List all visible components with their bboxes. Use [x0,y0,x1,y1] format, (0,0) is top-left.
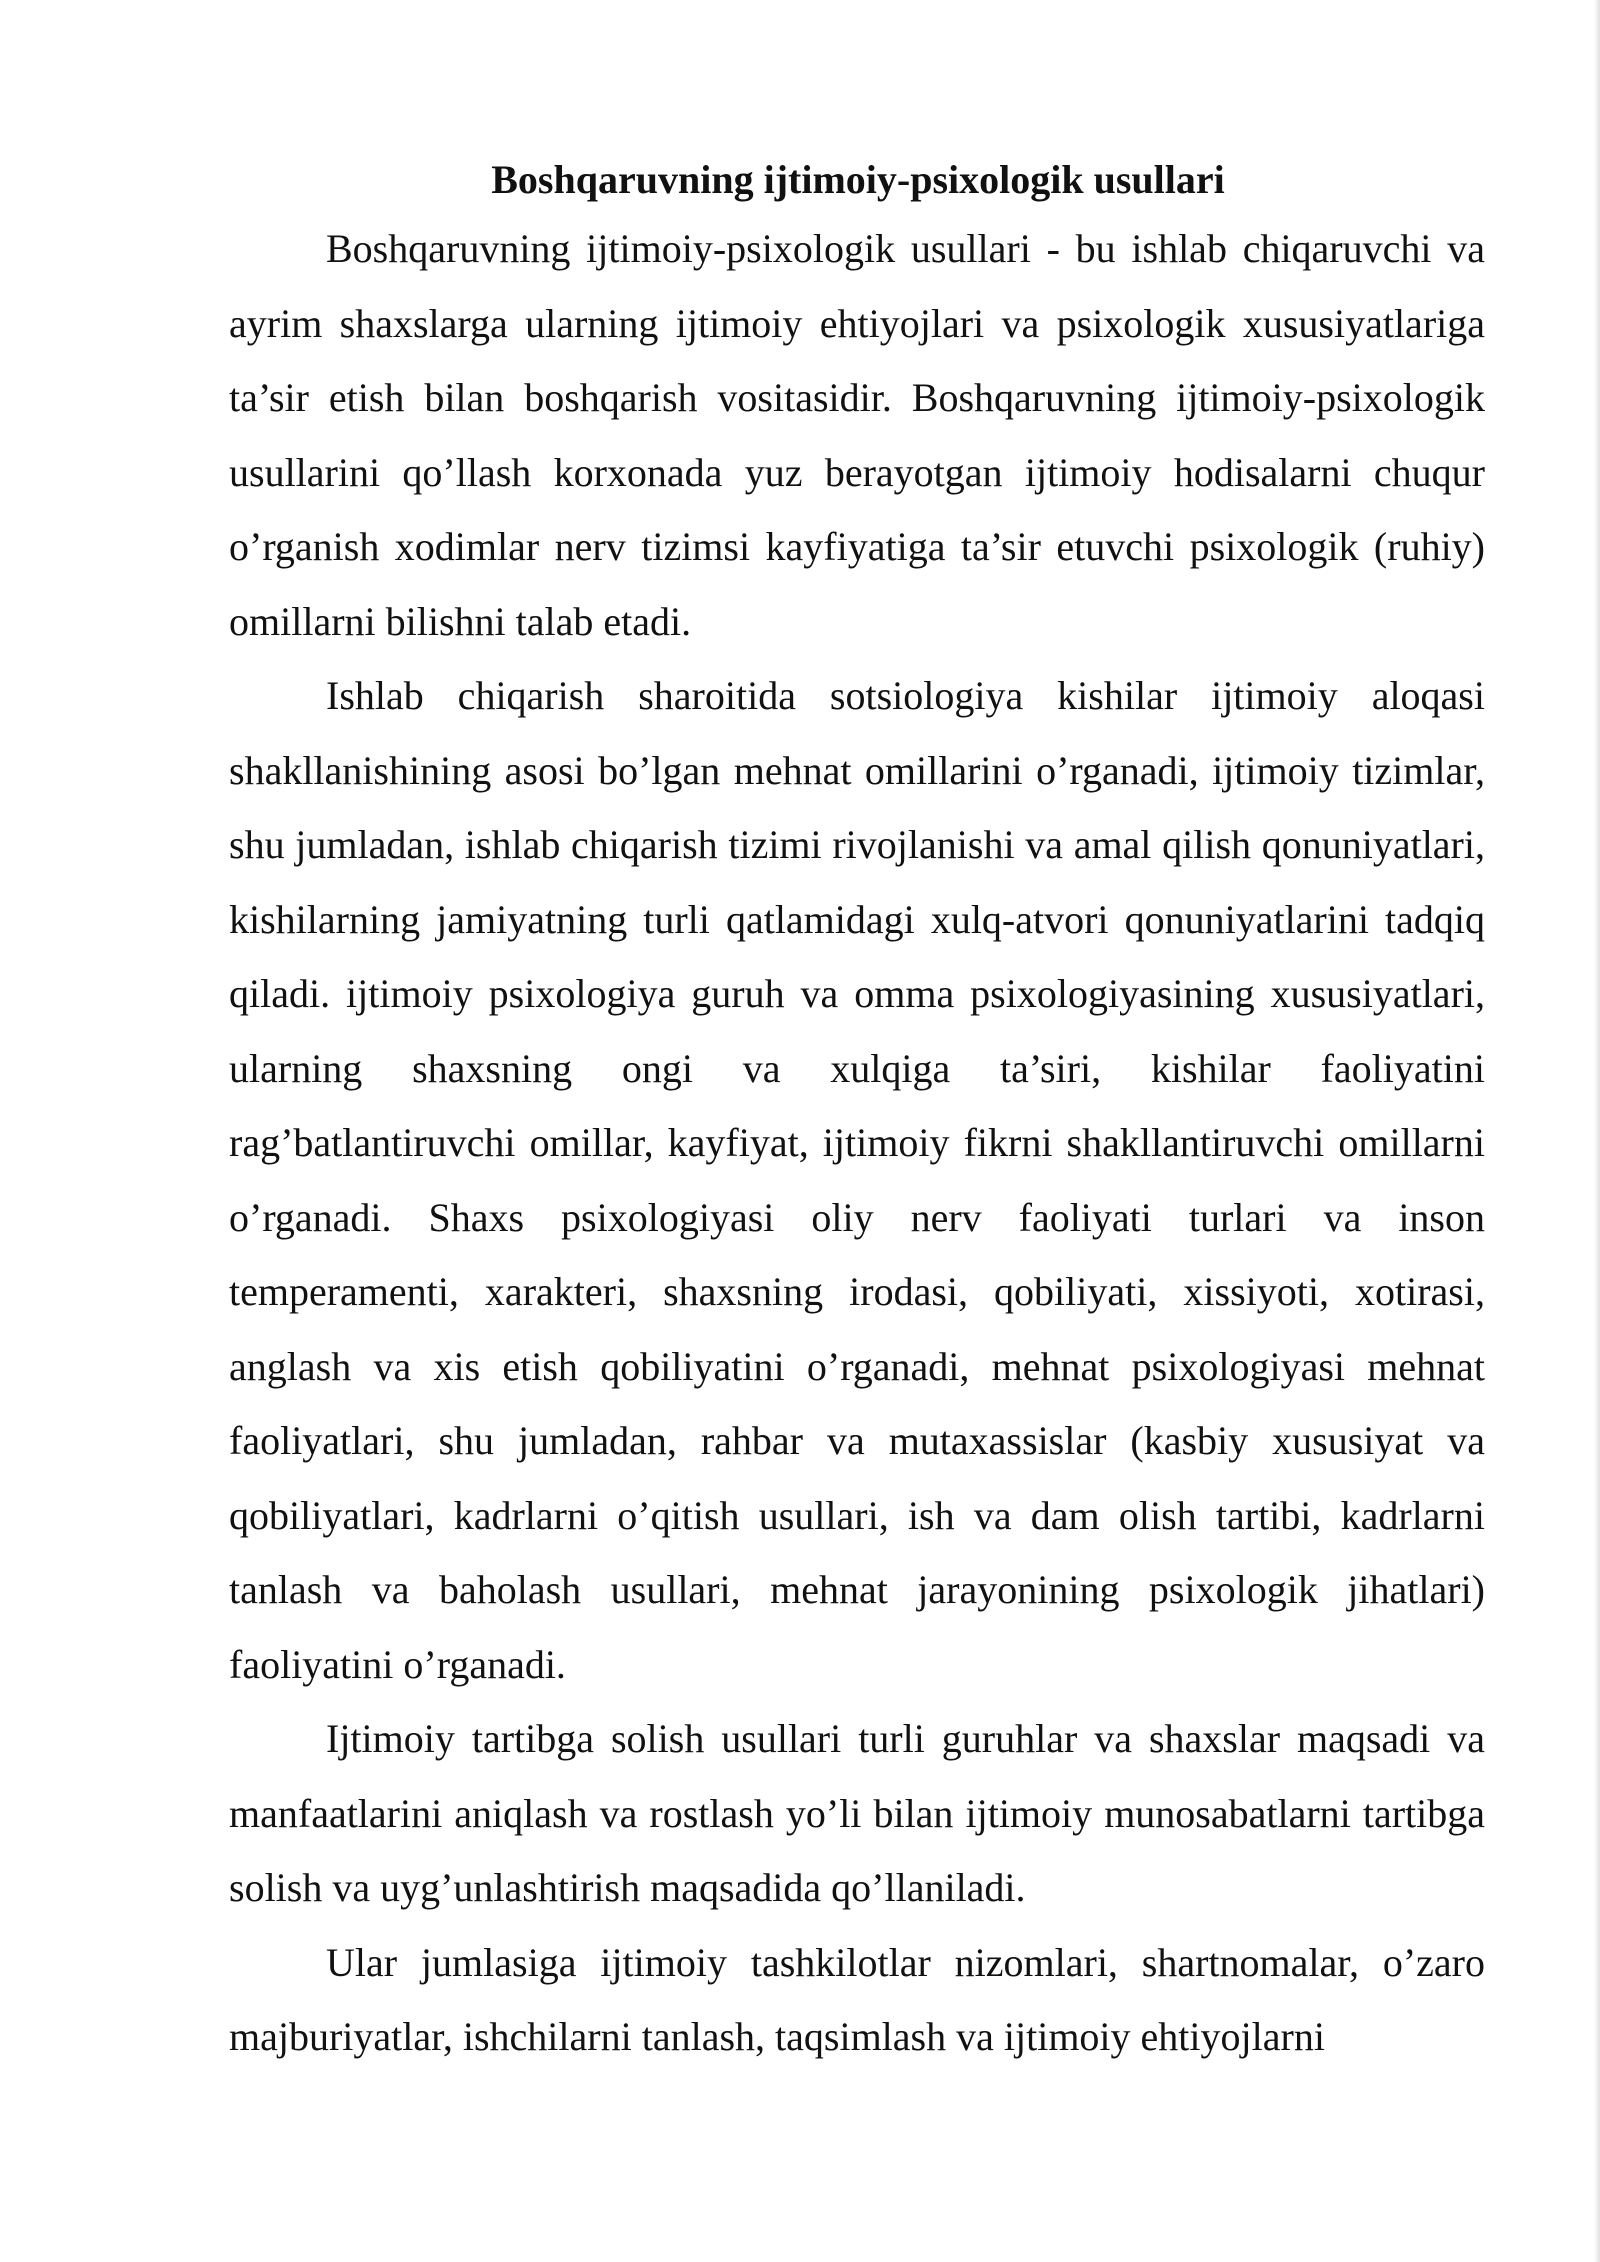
paragraph-3: Ijtimoiy tartibga solish usullari turli guruhlar va shaxslar maqsadi va manfaatlarini aniqlash va rostlash yo’li bilan ijtimoiy munosabatlarni tartibga solish va uyg’unlashtirish maqsadida qo’llaniladi. [229,1716,1485,1910]
paragraph-4: Ular jumlasiga ijtimoiy tashkilotlar nizomlari, shartnomalar, o’zaro majburiyatlar, ishchilarni tanlash, taqsimlash va ijtimoiy ehtiyojlarni [229,1939,1485,2059]
document-title: Boshqaruvning ijtimoiy-psixologik usullari [491,157,1225,202]
paragraph-2: Ishlab chiqarish sharoitida sotsiologiya kishilar ijtimoiy aloqasi shakllanishining asosi bo’lgan mehnat omillarini o’rganadi, ijtimoiy tizimlar, shu jumladan, ishlab chiqarish tizimi rivojlanishi va amal qilish qonuniyatlari, kishilarning jamiyatning turli qatlamidagi xulq-atvori qonuniyatlarini tadqiq qiladi. ijtimoiy psixologiya guruh va omma psixologiyasining xususiyatlari, ularning shaxsning ongi va xulqiga ta’siri, kishilar faoliyatini rag’batlantiruvchi omillar, kayfiyat, ijtimoiy fikrni shakllantiruvchi omillarni o’rganadi. Shaxs psixologiyasi oliy nerv faoliyati turlari va inson temperamenti, xarakteri, shaxsning irodasi, qobiliyati, xissiyoti, xotirasi, anglash va xis etish qobiliyatini o’rganadi, mehnat psixologiyasi mehnat faoliyatlari, shu jumladan, rahbar va mutaxassislar (kasbiy xususiyat va qobiliyatlari, kadrlarni o’qitish usullari, ish va dam olish tartibi, kadrlarni tanlash va baholash usullari, mehnat jarayonining psixologik jihatlari) faoliyatini o’rganadi. [229,673,1485,1687]
document-body [229,148,1485,2075]
paragraph-1: Boshqaruvning ijtimoiy-psixologik usullari - bu ishlab chiqaruvchi va ayrim shaxslarga ularning ijtimoiy ehtiyojlari va psixologik xususiyatlariga ta’sir etish bilan boshqarish vositasidir. Boshqaruvning ijtimoiy-psixologik usullarini qo’llash korxonada yuz berayotgan ijtimoiy hodisalarni chuqur o’rganish xodimlar nerv tizimsi kayfiyatiga ta’sir etuvchi psixologik (ruhiy) omillarni bilishni talab etadi. [229,226,1485,644]
page-edge-shadow [1594,0,1600,2262]
